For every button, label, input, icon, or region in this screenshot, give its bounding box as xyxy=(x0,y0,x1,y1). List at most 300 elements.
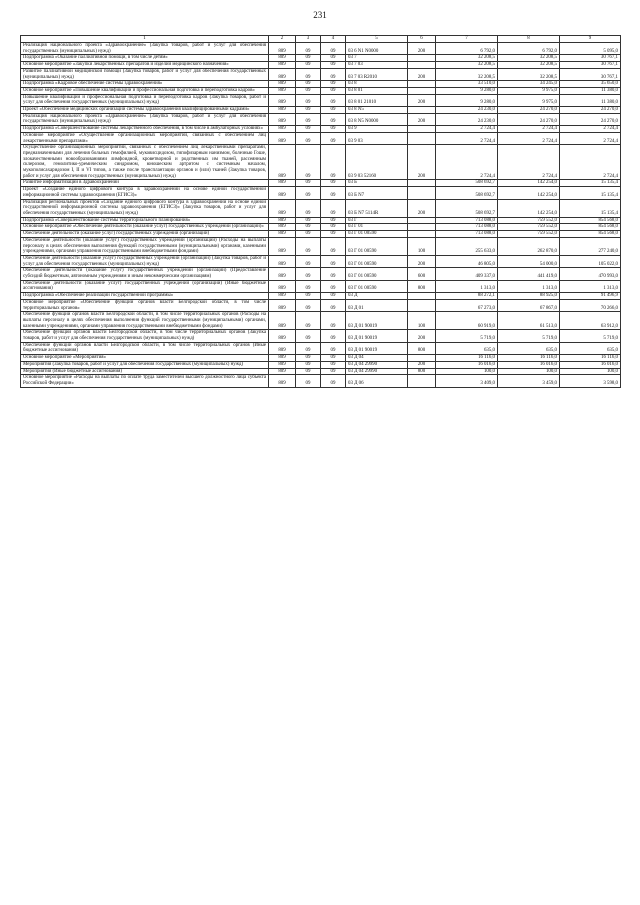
row-subsection-code: 09 xyxy=(321,237,346,255)
column-header: 5 xyxy=(346,36,408,43)
row-target-article: 03 Д xyxy=(346,293,408,300)
row-ministry-code: 809 xyxy=(269,187,296,199)
column-header: 2 xyxy=(269,36,296,43)
row-amount-year-1: 9 280,0 xyxy=(436,94,498,106)
row-target-article: 03 Б N7 xyxy=(346,187,408,199)
row-section-code: 09 xyxy=(296,94,321,106)
row-expense-type: 200 xyxy=(408,199,436,217)
row-expense-type xyxy=(408,224,436,231)
row-amount-year-3: 854 568,0 xyxy=(560,217,621,224)
row-section-code: 09 xyxy=(296,368,321,375)
row-description: Подпрограмма «Обеспечение реализации государственной программы» xyxy=(21,293,269,300)
table-row xyxy=(21,87,621,94)
row-description: Подпрограмма «Кадровое обеспечение системы здравоохранения» xyxy=(21,81,269,88)
row-amount-year-3: 30 767,1 xyxy=(560,62,621,69)
row-description: Реализация национального проекта «Здравоохранение» (Закупка товаров, работ и услуг для обеспечения государственных (муниципальных) нужд) xyxy=(21,113,269,125)
row-amount-year-1: 9 280,0 xyxy=(436,87,498,94)
row-section-code: 09 xyxy=(296,361,321,368)
row-amount-year-3: 15 135,4 xyxy=(560,180,621,187)
row-subsection-code: 09 xyxy=(321,312,346,330)
row-amount-year-3: 5 719,0 xyxy=(560,330,621,342)
row-amount-year-1: 5 719,0 xyxy=(436,330,498,342)
row-subsection-code: 09 xyxy=(321,107,346,114)
row-ministry-code: 809 xyxy=(269,231,296,238)
row-amount-year-1: 67 273,0 xyxy=(436,299,498,311)
row-section-code: 09 xyxy=(296,87,321,94)
row-section-code: 09 xyxy=(296,268,321,280)
row-ministry-code: 809 xyxy=(269,62,296,69)
row-description: Подпрограмма «Совершенствование системы территориального планирования» xyxy=(21,217,269,224)
row-amount-year-1: 88 272,1 xyxy=(436,293,498,300)
row-ministry-code: 809 xyxy=(269,299,296,311)
page-number: 231 xyxy=(313,10,327,20)
row-amount-year-2: 100,0 xyxy=(498,368,560,375)
row-expense-type xyxy=(408,293,436,300)
row-subsection-code: 09 xyxy=(321,126,346,133)
row-ministry-code: 809 xyxy=(269,94,296,106)
row-amount-year-2: 34 245,0 xyxy=(498,81,560,88)
row-target-article: 03 Г xyxy=(346,217,408,224)
table-row xyxy=(21,224,621,231)
row-expense-type: 100 xyxy=(408,237,436,255)
row-ministry-code: 809 xyxy=(269,68,296,80)
table-row xyxy=(21,237,621,255)
row-section-code: 09 xyxy=(296,126,321,133)
table-row xyxy=(21,255,621,267)
row-expense-type: 200 xyxy=(408,68,436,80)
row-amount-year-3: 70 266,0 xyxy=(560,299,621,311)
row-target-article: 03 Д 01 90019 xyxy=(346,312,408,330)
row-section-code: 09 xyxy=(296,81,321,88)
row-expense-type xyxy=(408,87,436,94)
row-expense-type xyxy=(408,55,436,62)
row-section-code: 09 xyxy=(296,330,321,342)
row-expense-type: 200 xyxy=(408,145,436,180)
row-subsection-code: 09 xyxy=(321,94,346,106)
table-body xyxy=(21,43,621,388)
column-header: 6 xyxy=(408,36,436,43)
row-amount-year-1: 16 116,0 xyxy=(436,355,498,362)
row-target-article: 03 Г 01 xyxy=(346,224,408,231)
table-row xyxy=(21,293,621,300)
row-amount-year-1: 508 692,7 xyxy=(436,180,498,187)
row-description: Основное мероприятие «Осуществление организационных мероприятий, связанных с обеспечением лиц лекарственными препаратами» xyxy=(21,132,269,144)
row-amount-year-3: 15 135,4 xyxy=(560,199,621,217)
row-section-code: 09 xyxy=(296,55,321,62)
row-section-code: 09 xyxy=(296,217,321,224)
row-target-article: 03 8 01 21010 xyxy=(346,94,408,106)
row-ministry-code: 809 xyxy=(269,107,296,114)
row-subsection-code: 09 xyxy=(321,255,346,267)
row-section-code: 09 xyxy=(296,107,321,114)
column-header: 3 xyxy=(296,36,321,43)
row-amount-year-3: 854 568,0 xyxy=(560,231,621,238)
row-expense-type xyxy=(408,132,436,144)
row-amount-year-2: 3 459,0 xyxy=(498,375,560,387)
row-section-code: 09 xyxy=(296,237,321,255)
row-subsection-code: 09 xyxy=(321,375,346,387)
row-target-article: 03 Д 04 xyxy=(346,355,408,362)
row-target-article: 03 9 xyxy=(346,126,408,133)
row-description: Развитие паллиативной медицинской помощи (Закупка товаров, работ и услуг для обеспечения государственных (муниципальных) нужд) xyxy=(21,68,269,80)
row-amount-year-2: 67 867,0 xyxy=(498,299,560,311)
table-row xyxy=(21,217,621,224)
row-section-code: 09 xyxy=(296,312,321,330)
row-amount-year-3: 2 724,4 xyxy=(560,132,621,144)
row-amount-year-3: 3 598,0 xyxy=(560,375,621,387)
row-description: Повышение квалификации и профессиональная подготовка и переподготовка кадров (Закупка товаров, работ и услуг для обеспечения государственных (муниципальных) нужд) xyxy=(21,94,269,106)
row-amount-year-3: 11 380,0 xyxy=(560,94,621,106)
row-amount-year-3: 24 270,0 xyxy=(560,113,621,125)
row-section-code: 09 xyxy=(296,355,321,362)
row-description: Основное мероприятие «Повышение квалификации и профессиональная подготовка и переподготовка кадров» xyxy=(21,87,269,94)
row-target-article: 03 6 N1 N0000 xyxy=(346,43,408,55)
row-amount-year-1: 100,0 xyxy=(436,368,498,375)
row-amount-year-2: 9 975,0 xyxy=(498,87,560,94)
row-ministry-code: 809 xyxy=(269,293,296,300)
row-amount-year-3: 5 095,0 xyxy=(560,43,621,55)
row-target-article: 03 7 03 xyxy=(346,62,408,69)
table-row xyxy=(21,107,621,114)
row-expense-type xyxy=(408,187,436,199)
row-amount-year-3: 30 767,1 xyxy=(560,55,621,62)
row-description: Подпрограмма «Совершенствование системы лекарственного обеспечения, в том числе в амбулаторных условиях» xyxy=(21,126,269,133)
row-description: Основное мероприятие «Закупки лекарственных препаратов и изделий медицинского назначения» xyxy=(21,62,269,69)
row-ministry-code: 809 xyxy=(269,375,296,387)
row-amount-year-3: 2 724,4 xyxy=(560,126,621,133)
table-row xyxy=(21,113,621,125)
row-subsection-code: 09 xyxy=(321,55,346,62)
row-amount-year-2: 2 724,4 xyxy=(498,145,560,180)
row-expense-type xyxy=(408,355,436,362)
row-subsection-code: 09 xyxy=(321,280,346,292)
row-amount-year-2: 142 254,0 xyxy=(498,187,560,199)
row-description: Осуществление организационных мероприятий, связанных с обеспечением лиц лекарственными препаратами, предназначенными для лечения больных гемофилией, муковисцидозом, гипофизарным нанизмом, болезнью Гоше, злокачественными новообразованиями лимфоидной, кроветворной и родственных им тканей, рассеянным склерозом, гемолитико-уремическим синдромом, юношеским артритом с системным началом, мукополисахаридозом I, II и VI типов, а также после трансплантации органов и (или) тканей (Закупка товаров, работ и услуг для обеспечения государственных (муниципальных) нужд) xyxy=(21,145,269,180)
row-amount-year-2: 759 552,0 xyxy=(498,217,560,224)
row-amount-year-3: 91 496,9 xyxy=(560,293,621,300)
table-row xyxy=(21,62,621,69)
row-description: Обеспечение функций органов власти Белгородской области, в том числе территориальных органов (Закупка товаров, работ и услуг для обеспечения государственных (муниципальных) нужд) xyxy=(21,330,269,342)
column-header: 8 xyxy=(498,36,560,43)
row-ministry-code: 809 xyxy=(269,199,296,217)
row-amount-year-3: 15 135,4 xyxy=(560,187,621,199)
row-amount-year-3: 16 016,0 xyxy=(560,361,621,368)
row-ministry-code: 809 xyxy=(269,342,296,354)
row-amount-year-1: 33 510,0 xyxy=(436,81,498,88)
row-amount-year-1: 508 692,7 xyxy=(436,199,498,217)
row-description: Обеспечение деятельности (оказание услуг) государственных учреждений (организаций) (Закупка товаров, работ и услуг для обеспечения государственных (муниципальных) нужд) xyxy=(21,255,269,267)
row-ministry-code: 809 xyxy=(269,126,296,133)
column-header: 1 xyxy=(21,36,269,43)
row-target-article: 03 Д 01 xyxy=(346,299,408,311)
table-row xyxy=(21,368,621,375)
table-row xyxy=(21,342,621,354)
row-ministry-code: 809 xyxy=(269,180,296,187)
row-subsection-code: 09 xyxy=(321,87,346,94)
row-section-code: 09 xyxy=(296,293,321,300)
table-row xyxy=(21,126,621,133)
row-section-code: 09 xyxy=(296,255,321,267)
row-amount-year-1: 24 230,0 xyxy=(436,113,498,125)
row-target-article: 03 7 03 R2010 xyxy=(346,68,408,80)
row-section-code: 09 xyxy=(296,299,321,311)
row-amount-year-1: 2 724,4 xyxy=(436,145,498,180)
row-section-code: 09 xyxy=(296,113,321,125)
row-expense-type: 100 xyxy=(408,312,436,330)
row-target-article: 03 8 xyxy=(346,81,408,88)
table-row xyxy=(21,268,621,280)
row-ministry-code: 809 xyxy=(269,43,296,55)
row-expense-type xyxy=(408,180,436,187)
row-ministry-code: 809 xyxy=(269,217,296,224)
row-ministry-code: 809 xyxy=(269,113,296,125)
row-ministry-code: 809 xyxy=(269,312,296,330)
column-header: 7 xyxy=(436,36,498,43)
row-amount-year-1: 409 337,0 xyxy=(436,268,498,280)
row-ministry-code: 809 xyxy=(269,87,296,94)
row-description: Проект «Создание единого цифрового контура в здравоохранении на основе единой государственной информационной системы здравоохранения (ЕГИСЗ)» xyxy=(21,187,269,199)
row-amount-year-2: 635,0 xyxy=(498,342,560,354)
table-row xyxy=(21,375,621,387)
row-target-article: 03 Б xyxy=(346,180,408,187)
row-amount-year-1: 2 724,4 xyxy=(436,132,498,144)
row-amount-year-2: 5 719,0 xyxy=(498,330,560,342)
row-subsection-code: 09 xyxy=(321,199,346,217)
column-header: 4 xyxy=(321,36,346,43)
table-row xyxy=(21,132,621,144)
row-amount-year-1: 24 230,0 xyxy=(436,107,498,114)
row-amount-year-2: 142 254,0 xyxy=(498,199,560,217)
row-expense-type xyxy=(408,81,436,88)
row-section-code: 09 xyxy=(296,224,321,231)
table-row xyxy=(21,231,621,238)
row-expense-type: 200 xyxy=(408,330,436,342)
row-amount-year-1: 32 208,5 xyxy=(436,62,498,69)
row-subsection-code: 09 xyxy=(321,268,346,280)
row-amount-year-2: 16 116,0 xyxy=(498,355,560,362)
row-subsection-code: 09 xyxy=(321,43,346,55)
row-amount-year-2: 759 552,0 xyxy=(498,231,560,238)
table-row xyxy=(21,361,621,368)
row-ministry-code: 809 xyxy=(269,224,296,231)
row-expense-type xyxy=(408,375,436,387)
row-section-code: 09 xyxy=(296,231,321,238)
row-description: Обеспечение функций органов власти Белгородской области, в том числе территориальных органов (Иные бюджетные ассигнования) xyxy=(21,342,269,354)
row-description: Обеспечение деятельности (оказание услуг) государственных учреждений (организаций) (Расходы на выплаты персоналу в целях обеспечения выполнения функций государственными (муниципальными) органами, казенными учреждениями, органами управления государственными внебюджетными фондами) xyxy=(21,237,269,255)
row-subsection-code: 09 xyxy=(321,217,346,224)
row-expense-type: 800 xyxy=(408,368,436,375)
row-section-code: 09 xyxy=(296,180,321,187)
row-description: Основное мероприятие «Расходы на выплаты по оплате труда заместителей высшего должностного лица субъекта Российской Федерации» xyxy=(21,375,269,387)
row-section-code: 09 xyxy=(296,145,321,180)
row-section-code: 09 xyxy=(296,62,321,69)
row-amount-year-1: 32 208,5 xyxy=(436,68,498,80)
row-amount-year-3: 105 022,0 xyxy=(560,255,621,267)
row-amount-year-2: 16 016,0 xyxy=(498,361,560,368)
row-subsection-code: 09 xyxy=(321,231,346,238)
row-target-article: 03 Д 01 90019 xyxy=(346,342,408,354)
row-section-code: 09 xyxy=(296,43,321,55)
row-amount-year-3: 100,0 xyxy=(560,368,621,375)
row-ministry-code: 809 xyxy=(269,330,296,342)
row-amount-year-2: 441 419,0 xyxy=(498,268,560,280)
row-subsection-code: 09 xyxy=(321,355,346,362)
row-expense-type xyxy=(408,217,436,224)
row-subsection-code: 09 xyxy=(321,62,346,69)
row-target-article: 03 Д 04 29990 xyxy=(346,361,408,368)
row-ministry-code: 809 xyxy=(269,355,296,362)
row-subsection-code: 09 xyxy=(321,180,346,187)
row-ministry-code: 809 xyxy=(269,368,296,375)
row-expense-type: 800 xyxy=(408,280,436,292)
table-row xyxy=(21,94,621,106)
row-description: Развитие информатизации в Здравоохранении xyxy=(21,180,269,187)
table-row xyxy=(21,312,621,330)
row-amount-year-3: 11 380,0 xyxy=(560,87,621,94)
row-section-code: 09 xyxy=(296,342,321,354)
row-ministry-code: 809 xyxy=(269,132,296,144)
row-amount-year-1: 635,0 xyxy=(436,342,498,354)
row-amount-year-2: 24 270,0 xyxy=(498,107,560,114)
row-subsection-code: 09 xyxy=(321,224,346,231)
row-amount-year-2: 54 000,0 xyxy=(498,255,560,267)
row-description: Обеспечение деятельности (оказание услуг) государственных учреждений (организаций) (Предоставление субсидий бюджетным, автономным учреждениям и иным некоммерческим организациям) xyxy=(21,268,269,280)
table-row xyxy=(21,68,621,80)
row-amount-year-2: 61 513,0 xyxy=(498,312,560,330)
table-row xyxy=(21,180,621,187)
row-amount-year-1: 255 633,0 xyxy=(436,237,498,255)
row-amount-year-1: 1 313,0 xyxy=(436,280,498,292)
row-section-code: 09 xyxy=(296,68,321,80)
row-target-article: 03 Г 01 00590 xyxy=(346,237,408,255)
row-amount-year-1: 32 208,5 xyxy=(436,55,498,62)
row-subsection-code: 09 xyxy=(321,113,346,125)
row-expense-type xyxy=(408,231,436,238)
row-amount-year-2: 32 208,5 xyxy=(498,68,560,80)
row-amount-year-2: 32 208,5 xyxy=(498,62,560,69)
row-amount-year-2: 88 925,0 xyxy=(498,293,560,300)
table-row xyxy=(21,355,621,362)
table-row xyxy=(21,280,621,292)
row-amount-year-1: 60 919,0 xyxy=(436,312,498,330)
row-ministry-code: 809 xyxy=(269,81,296,88)
row-amount-year-1: 508 692,7 xyxy=(436,187,498,199)
row-expense-type: 200 xyxy=(408,113,436,125)
row-ministry-code: 809 xyxy=(269,237,296,255)
row-target-article: 03 9 03 xyxy=(346,132,408,144)
row-amount-year-1: 713 088,0 xyxy=(436,217,498,224)
row-amount-year-1: 46 805,0 xyxy=(436,255,498,267)
row-amount-year-3: 24 270,0 xyxy=(560,107,621,114)
row-description: Обеспечение функций органов власти Белгородской области, в том числе территориальных органов (Расходы на выплаты персоналу в целях обеспечения выполнения функций государственными (муниципальными) органами, казенными учреждениями, органами управления государственными внебюджетными фондами) xyxy=(21,312,269,330)
table-row xyxy=(21,43,621,55)
column-header: 9 xyxy=(560,36,621,43)
row-expense-type xyxy=(408,107,436,114)
row-amount-year-1: 3 409,0 xyxy=(436,375,498,387)
row-subsection-code: 09 xyxy=(321,368,346,375)
row-subsection-code: 09 xyxy=(321,187,346,199)
row-expense-type: 800 xyxy=(408,342,436,354)
row-amount-year-1: 713 088,0 xyxy=(436,224,498,231)
row-amount-year-2: 2 724,4 xyxy=(498,132,560,144)
row-target-article: 03 Г 01 00590 xyxy=(346,280,408,292)
table-row xyxy=(21,199,621,217)
row-target-article: 03 Г 01 00590 xyxy=(346,268,408,280)
row-ministry-code: 809 xyxy=(269,255,296,267)
table-row xyxy=(21,145,621,180)
row-amount-year-2: 262 870,0 xyxy=(498,237,560,255)
row-amount-year-2: 2 724,4 xyxy=(498,126,560,133)
row-section-code: 09 xyxy=(296,187,321,199)
row-target-article: 03 8 N5 xyxy=(346,107,408,114)
row-amount-year-3: 1 313,0 xyxy=(560,280,621,292)
row-amount-year-3: 63 912,0 xyxy=(560,312,621,330)
row-ministry-code: 809 xyxy=(269,55,296,62)
row-expense-type: 200 xyxy=(408,361,436,368)
row-amount-year-3: 35 650,0 xyxy=(560,81,621,88)
row-expense-type xyxy=(408,299,436,311)
row-subsection-code: 09 xyxy=(321,293,346,300)
row-description: Подпрограмма «Оказание паллиативной помощи, в том числе детям» xyxy=(21,55,269,62)
row-ministry-code: 809 xyxy=(269,280,296,292)
row-amount-year-2: 32 208,5 xyxy=(498,55,560,62)
row-amount-year-1: 713 088,0 xyxy=(436,231,498,238)
table-row xyxy=(21,55,621,62)
row-ministry-code: 809 xyxy=(269,145,296,180)
row-description: Проект «Обеспечение медицинских организаций системы здравоохранения квалифицированными кадрами» xyxy=(21,107,269,114)
row-subsection-code: 09 xyxy=(321,68,346,80)
row-amount-year-1: 2 724,4 xyxy=(436,126,498,133)
row-expense-type: 600 xyxy=(408,268,436,280)
row-subsection-code: 09 xyxy=(321,361,346,368)
row-amount-year-3: 16 116,0 xyxy=(560,355,621,362)
row-description: Реализация национального проекта «Здравоохранение» (Закупка товаров, работ и услуг для обеспечения государственных (муниципальных) нужд) xyxy=(21,43,269,55)
row-description: Основное мероприятие «Обеспечение деятельности (оказание услуг) государственных учреждений (организаций)» xyxy=(21,224,269,231)
row-description: Обеспечение деятельности (оказание услуг) государственных учреждений (организаций) xyxy=(21,231,269,238)
row-description: Мероприятия (Иные бюджетные ассигнования) xyxy=(21,368,269,375)
row-target-article: 03 Д 04 29990 xyxy=(346,368,408,375)
row-description: Мероприятия (Закупка товаров, работ и услуг для обеспечения государственных (муниципальных) нужд) xyxy=(21,361,269,368)
row-subsection-code: 09 xyxy=(321,342,346,354)
row-target-article: 03 Б N7 5114R xyxy=(346,199,408,217)
table-row xyxy=(21,187,621,199)
row-amount-year-3: 30 767,1 xyxy=(560,68,621,80)
row-ministry-code: 809 xyxy=(269,361,296,368)
budget-table xyxy=(20,35,621,388)
table-row xyxy=(21,81,621,88)
row-description: Реализация региональных проектов «Создание единого цифрового контура в здравоохранении на основе единой государственной информационной системы здравоохранения (ЕГИСЗ)» (Закупка товаров, работ и услуг для обеспечения государственных (муниципальных) нужд) xyxy=(21,199,269,217)
row-amount-year-2: 9 975,0 xyxy=(498,94,560,106)
row-expense-type xyxy=(408,62,436,69)
row-expense-type: 200 xyxy=(408,43,436,55)
row-subsection-code: 09 xyxy=(321,299,346,311)
table-row xyxy=(21,330,621,342)
row-description: Основное мероприятие «Обеспечение функций органов власти Белгородской области, в том числе территориальных органов» xyxy=(21,299,269,311)
row-description: Основное мероприятие «Мероприятия» xyxy=(21,355,269,362)
row-amount-year-1: 16 016,0 xyxy=(436,361,498,368)
row-target-article: 03 Г 01 00590 xyxy=(346,255,408,267)
row-subsection-code: 09 xyxy=(321,132,346,144)
row-amount-year-3: 854 568,0 xyxy=(560,224,621,231)
row-section-code: 09 xyxy=(296,280,321,292)
row-amount-year-2: 1 313,0 xyxy=(498,280,560,292)
row-section-code: 09 xyxy=(296,132,321,144)
row-expense-type: 200 xyxy=(408,255,436,267)
row-amount-year-2: 6 792,0 xyxy=(498,43,560,55)
row-amount-year-3: 635,0 xyxy=(560,342,621,354)
row-target-article: 03 8 N5 N0000 xyxy=(346,113,408,125)
row-amount-year-2: 759 552,0 xyxy=(498,224,560,231)
